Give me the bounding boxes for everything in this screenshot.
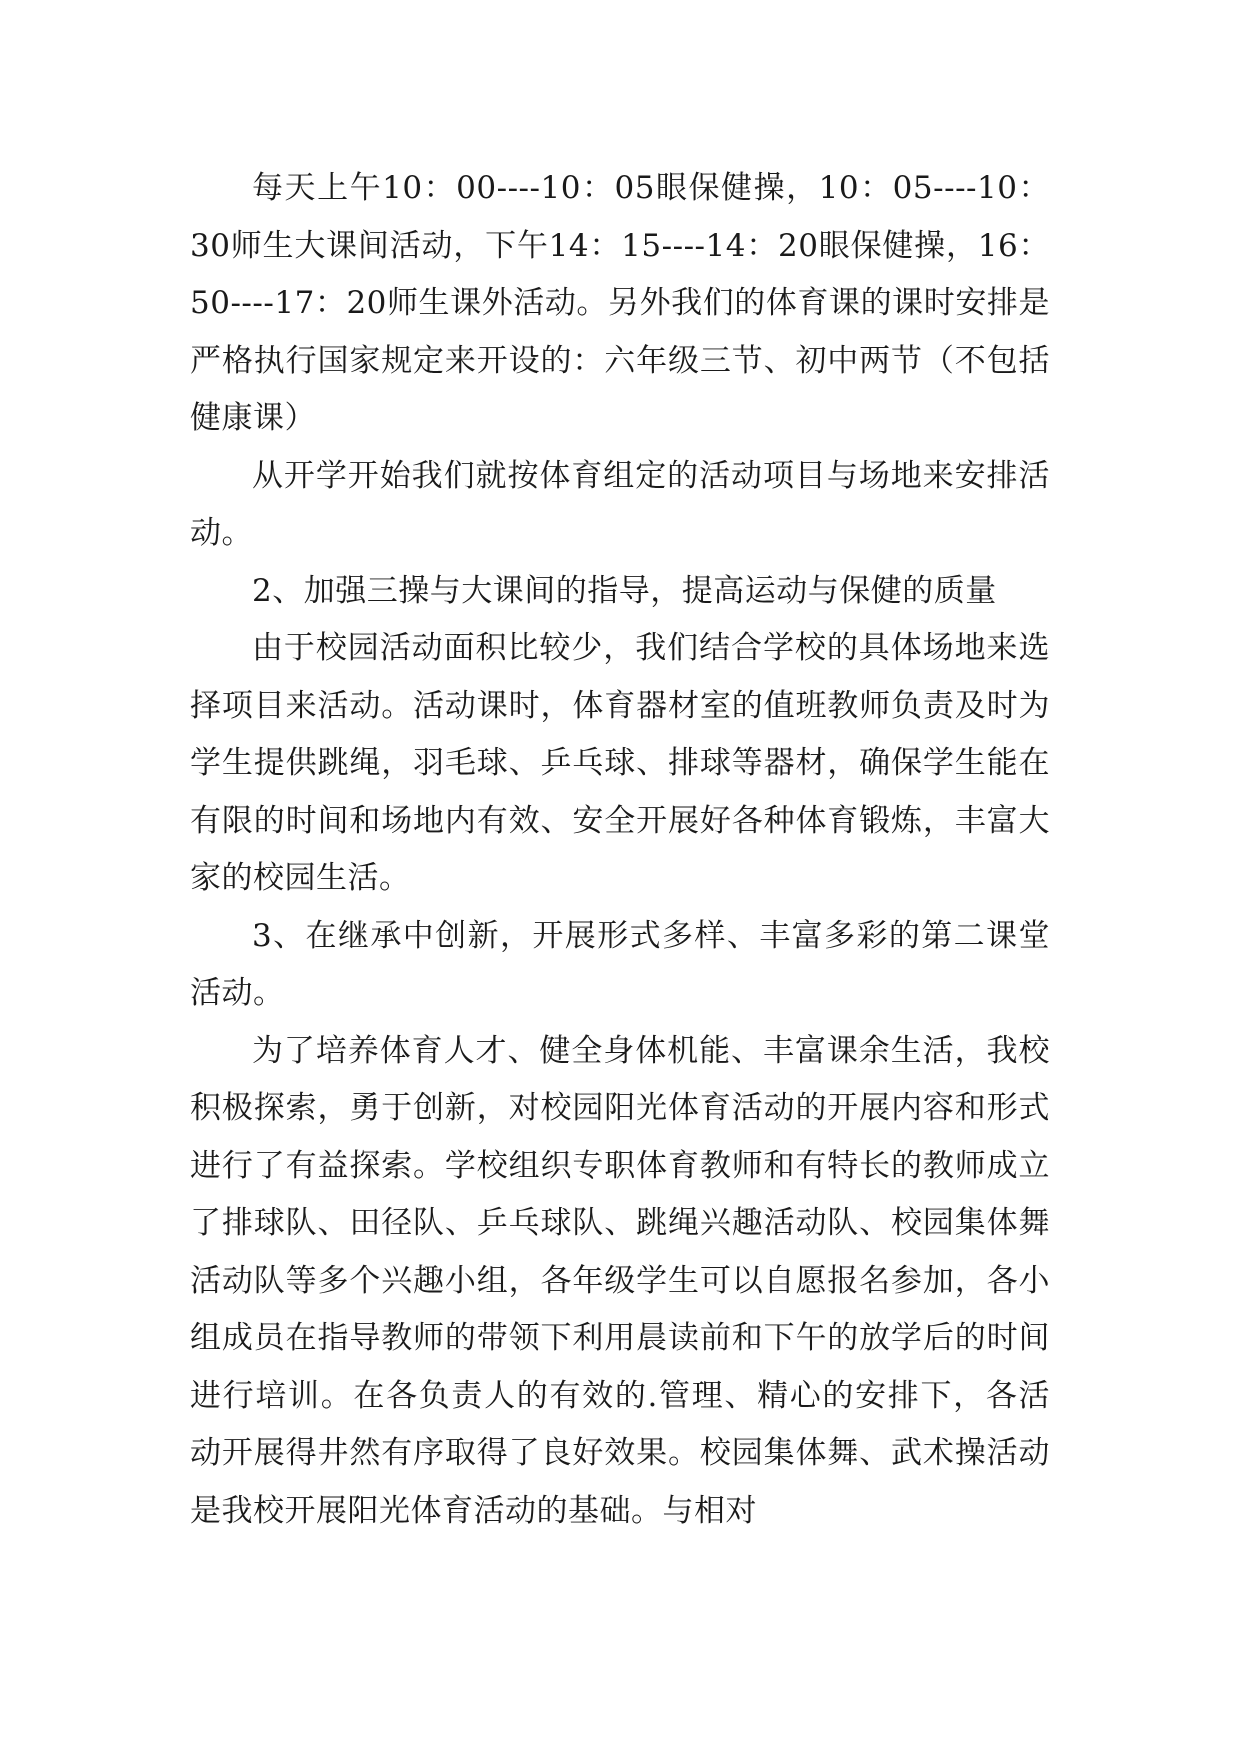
paragraph-activity-arrangement: 从开学开始我们就按体育组定的活动项目与场地来安排活动。: [190, 457, 1050, 551]
paragraph-equipment: 由于校园活动面积比较少，我们结合学校的具体场地来选择项目来活动。活动课时，体育器材室的值班教师负责及时为学生提供跳绳，羽毛球、乒乓球、排球等器材，确保学生能在有限的时间和场地内有效、安全开展好各种体育锻炼，丰富大家的校园生活。: [190, 630, 1050, 896]
document-body: [190, 160, 1050, 1540]
paragraph-interest-groups: 为了培养体育人才、健全身体机能、丰富课余生活，我校积极探索，勇于创新，对校园阳光体育活动的开展内容和形式进行了有益探索。学校组织专职体育教师和有特长的教师成立了排球队、田径队、乒乓球队、跳绳兴趣活动队、校园集体舞活动队等多个兴趣小组，各年级学生可以自愿报名参加，各小组成员在指导教师的带领下利用晨读前和下午的放学后的时间进行培训。在各负责人的有效的.管理、精心的安排下，各活动开展得井然有序取得了良好效果。校园集体舞、武术操活动是我校开展阳光体育活动的基础。与相对: [190, 1032, 1050, 1529]
paragraph-heading-2: 2、加强三操与大课间的指导，提高运动与保健的质量: [252, 572, 997, 609]
paragraph-heading-3: 3、在继承中创新，开展形式多样、丰富多彩的第二课堂活动。: [190, 917, 1050, 1011]
paragraph-schedule: 每天上午10：00----10：05眼保健操，10：05----10：30师生大课间活动，下午14：15----14：20眼保健操，16：50----17：20师生课外活动。另外我们的体育课的课时安排是严格执行国家规定来开设的：六年级三节、初中两节（不包括健康课）: [190, 170, 1050, 436]
